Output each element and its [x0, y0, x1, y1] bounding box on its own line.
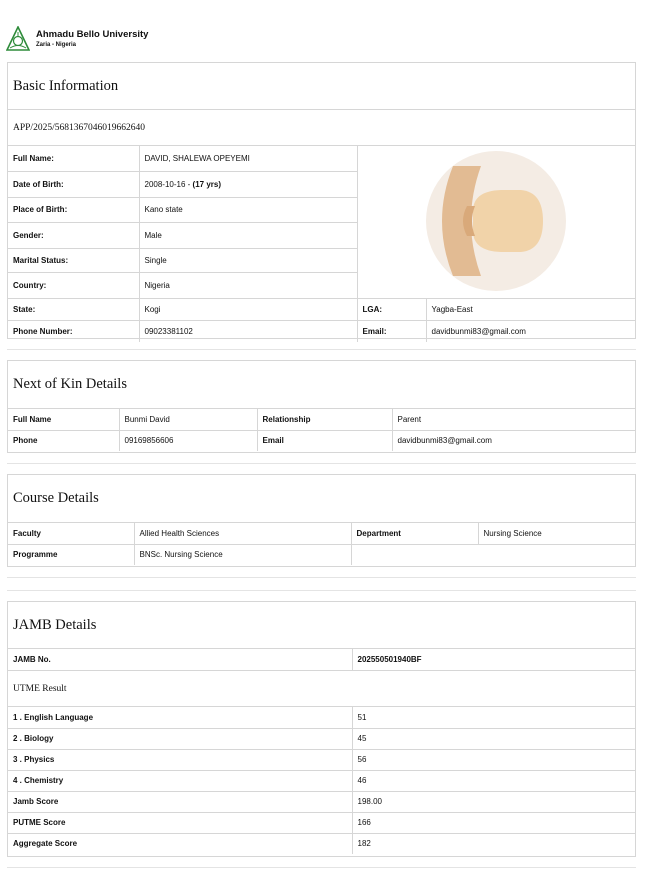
faculty-value: Allied Health Sciences: [134, 523, 351, 544]
marital-status-value: Single: [139, 248, 357, 273]
jamb-number-value: 202550501940BF: [352, 649, 635, 670]
subject-score: 45: [352, 728, 635, 749]
section-divider: [7, 867, 636, 868]
empty-cell: [351, 544, 635, 565]
course-details-section: [7, 474, 636, 567]
application-number: APP/2025/5681367046019662640: [8, 110, 635, 146]
university-header: [6, 24, 148, 54]
subject-score: 46: [352, 770, 635, 791]
utme-result-title: UTME Result: [8, 670, 635, 707]
kin-relationship-value: Parent: [392, 409, 635, 430]
state-label: State:: [8, 299, 139, 321]
course-details-title: Course Details: [8, 475, 635, 523]
jamb-score-value: 198.00: [352, 791, 635, 812]
section-divider: [7, 577, 636, 578]
email-value: davidbunmi83@gmail.com: [426, 321, 635, 342]
phone-value: 09023381102: [139, 321, 357, 342]
phone-label: Phone Number:: [8, 321, 139, 342]
marital-status-label: Marital Status:: [8, 248, 139, 273]
basic-information-section: [7, 62, 636, 339]
subject-name: 2 . Biology: [8, 728, 352, 749]
course-details-table: [8, 523, 635, 565]
aggregate-score-label: Aggregate Score: [8, 833, 352, 854]
putme-score-label: PUTME Score: [8, 812, 352, 833]
section-divider: [7, 349, 636, 350]
subject-name: 4 . Chemistry: [8, 770, 352, 791]
kin-phone-value: 09169856606: [119, 430, 257, 451]
dob-value: [139, 172, 357, 198]
country-label: Country:: [8, 273, 139, 299]
university-location: Zaria - Nigeria: [36, 41, 77, 48]
basic-information-title: Basic Information: [8, 63, 635, 110]
lga-label: LGA:: [357, 299, 426, 321]
kin-email-value: davidbunmi83@gmail.com: [392, 430, 635, 451]
full-name-value: DAVID, SHALEWA OPEYEMI: [139, 146, 357, 172]
faculty-label: Faculty: [8, 523, 134, 544]
jamb-details-section: [7, 601, 636, 857]
putme-score-value: 166: [352, 812, 635, 833]
state-value: Kogi: [139, 299, 357, 321]
email-label: Email:: [357, 321, 426, 342]
pob-label: Place of Birth:: [8, 197, 139, 223]
kin-email-label: Email: [257, 430, 392, 451]
dob-date: 2008-10-16 -: [144, 179, 193, 189]
subject-score: 56: [352, 749, 635, 770]
section-divider: [7, 590, 636, 591]
dob-label: Date of Birth:: [8, 172, 139, 198]
kin-name-value: Bunmi David: [119, 409, 257, 430]
subject-score: 51: [352, 707, 635, 728]
subject-name: 3 . Physics: [8, 749, 352, 770]
passport-photo: [421, 146, 571, 296]
utme-result-table: [8, 707, 635, 854]
department-value: Nursing Science: [478, 523, 635, 544]
basic-information-table: [8, 146, 635, 342]
jamb-score-label: Jamb Score: [8, 791, 352, 812]
programme-value: BNSc. Nursing Science: [134, 544, 351, 565]
jamb-details-title: JAMB Details: [8, 602, 635, 649]
subject-name: 1 . English Language: [8, 707, 352, 728]
kin-name-label: Full Name: [8, 409, 119, 430]
gender-value: Male: [139, 223, 357, 249]
gender-label: Gender:: [8, 223, 139, 249]
university-name: Ahmadu Bello University: [36, 28, 149, 40]
kin-phone-label: Phone: [8, 430, 119, 451]
kin-relationship-label: Relationship: [257, 409, 392, 430]
aggregate-score-value: 182: [352, 833, 635, 854]
age-value: (17 yrs): [192, 179, 221, 189]
next-of-kin-title: Next of Kin Details: [8, 361, 635, 409]
country-value: Nigeria: [139, 273, 357, 299]
full-name-label: Full Name:: [8, 146, 139, 172]
section-divider: [7, 463, 636, 464]
jamb-number-table: [8, 649, 635, 670]
next-of-kin-section: [7, 360, 636, 453]
jamb-number-label: JAMB No.: [8, 649, 352, 670]
pob-value: Kano state: [139, 197, 357, 223]
university-logo-icon: [6, 26, 30, 52]
programme-label: Programme: [8, 544, 134, 565]
next-of-kin-table: [8, 409, 635, 451]
passport-photo-cell: [357, 146, 635, 299]
lga-value: Yagba-East: [426, 299, 635, 321]
department-label: Department: [351, 523, 478, 544]
